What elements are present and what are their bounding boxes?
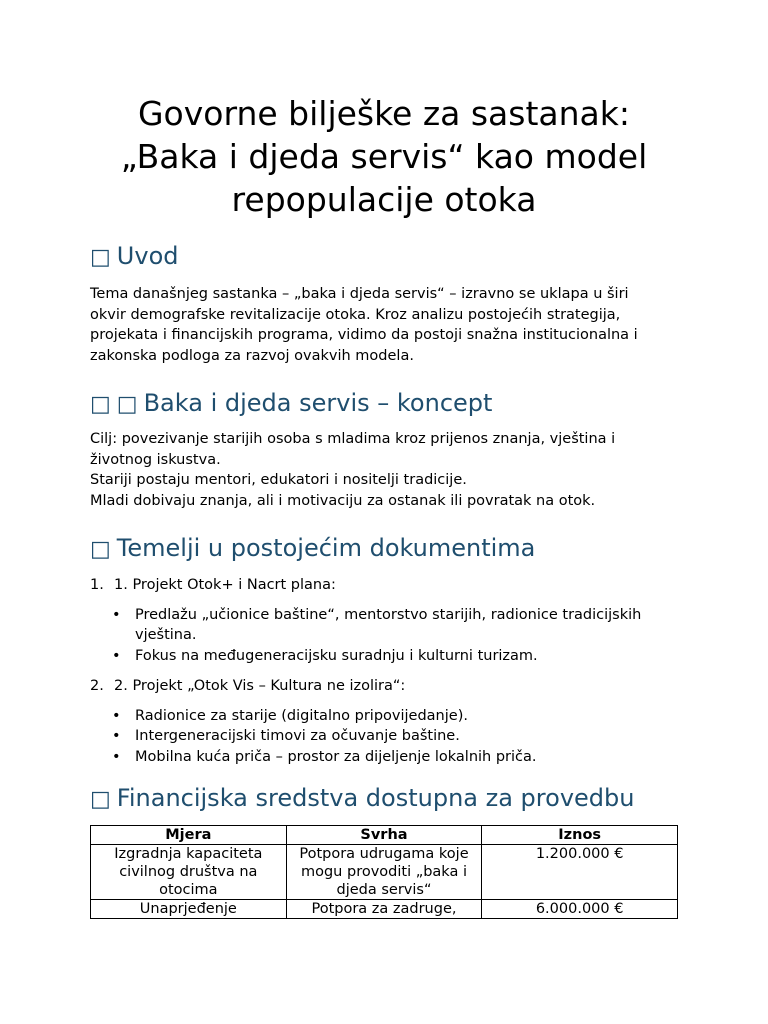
table-row (91, 845, 678, 900)
bullet-list (90, 706, 678, 768)
document-page (90, 92, 678, 919)
section-finance (90, 783, 678, 919)
list-item-text: 2. Projekt „Otok Vis – Kultura ne izolira“: (114, 678, 406, 694)
title-line-2: „Baka i djeda servis“ kao model (120, 137, 648, 176)
section-documents (90, 533, 678, 767)
cell-line: Unaprjeđenje (139, 901, 237, 917)
heading-text: Financijska sredstva dostupna za provedbu (116, 784, 635, 812)
cell-iznos: 6.000.000 € (482, 900, 678, 919)
document-title (90, 92, 678, 221)
heading-text: Baka i djeda servis – koncept (143, 389, 493, 417)
text-line: projekata i financijskih programa, vidimo da postoji snažna institucionalna i (90, 327, 638, 343)
title-line-3: repopulacije otoka (231, 180, 537, 219)
list-item-text: 1. Projekt Otok+ i Nacrt plana: (114, 577, 336, 593)
heading-text: Temelji u postojećim dokumentima (116, 534, 536, 562)
list-number: 2. (90, 678, 104, 694)
column-header-iznos: Iznos (482, 826, 678, 845)
bullet-item (90, 605, 678, 646)
cell-line: civilnog društva na (119, 864, 258, 880)
placeholder-box-icon: □ (90, 537, 111, 562)
cell-svrha (286, 900, 482, 919)
list-number: 1. (90, 577, 104, 593)
bullet-item (90, 646, 678, 667)
text-line: Tema današnjeg sastanka – „baka i djeda servis“ – izravno se uklapa u širi (90, 286, 629, 302)
bullet-text: Predlažu „učionice baštine“, mentorstvo starijih, radionice tradicijskih (135, 606, 642, 623)
text-line: Stariji postaju mentori, edukatori i nositelji tradicije. (90, 472, 467, 488)
bullet-icon: • (112, 707, 121, 724)
cell-line: djeda servis“ (336, 882, 432, 898)
bullet-icon: • (112, 606, 121, 623)
finance-table (90, 825, 678, 919)
section-heading-documents (90, 533, 678, 565)
text-line: životnog iskustva. (90, 451, 221, 468)
title-line-1: Govorne bilješke za sastanak: (137, 94, 631, 133)
placeholder-box-icon: □ (90, 787, 111, 812)
placeholder-box-icon: □ (90, 245, 111, 270)
section-heading-finance (90, 783, 678, 815)
bullet-icon: • (112, 748, 121, 765)
list-item (90, 676, 678, 767)
cell-svrha (286, 845, 482, 900)
list-item (90, 575, 678, 666)
text-line: zakonska podloga za razvoj ovakvih modela. (90, 347, 414, 364)
cell-line: Potpora za zadruge, (311, 901, 457, 917)
concept-paragraph (90, 429, 678, 511)
bullet-text: Radionice za starije (digitalno pripovijedanje). (135, 707, 468, 724)
table-row (91, 900, 678, 919)
bullet-list (90, 605, 678, 667)
bullet-text: Mobilna kuća priča – prostor za dijeljenje lokalnih priča. (135, 748, 537, 765)
intro-paragraph (90, 284, 678, 366)
column-header-mjera: Mjera (91, 826, 287, 845)
cell-line: Izgradnja kapaciteta (114, 846, 263, 862)
cell-line: mogu provoditi „baka i (300, 864, 467, 880)
table-header-row (91, 826, 678, 845)
placeholder-box-icon: □ (90, 392, 111, 417)
section-concept (90, 388, 678, 511)
text-line: Mladi dobivaju znanja, ali i motivaciju za ostanak ili povratak na otok. (90, 492, 596, 509)
bullet-item (90, 726, 678, 747)
documents-list (90, 575, 678, 767)
text-line: Cilj: povezivanje starijih osoba s mladima kroz prijenos znanja, vještina i (90, 431, 616, 447)
cell-line: otocima (159, 882, 218, 898)
placeholder-box-icon: □ (116, 392, 138, 417)
list-item-label (90, 676, 678, 697)
bullet-item (90, 747, 678, 768)
cell-mjera (91, 900, 287, 919)
cell-line: Potpora udrugama koje (299, 846, 469, 862)
section-intro (90, 241, 678, 366)
bullet-text: Intergeneracijski timovi za očuvanje baštine. (135, 728, 460, 744)
bullet-text: Fokus na međugeneracijsku suradnju i kulturni turizam. (135, 647, 538, 664)
column-header-svrha: Svrha (286, 826, 482, 845)
text-line: okvir demografske revitalizacije otoka. Kroz analizu postojećih strategija, (90, 306, 621, 323)
bullet-item (90, 706, 678, 727)
section-heading-concept (90, 388, 678, 420)
bullet-icon: • (112, 647, 121, 664)
bullet-text: vještina. (135, 627, 197, 643)
list-item-label (90, 575, 678, 596)
cell-mjera (91, 845, 287, 900)
bullet-icon: • (112, 728, 121, 744)
heading-text: Uvod (116, 242, 179, 270)
cell-iznos: 1.200.000 € (482, 845, 678, 900)
section-heading-intro (90, 241, 678, 273)
